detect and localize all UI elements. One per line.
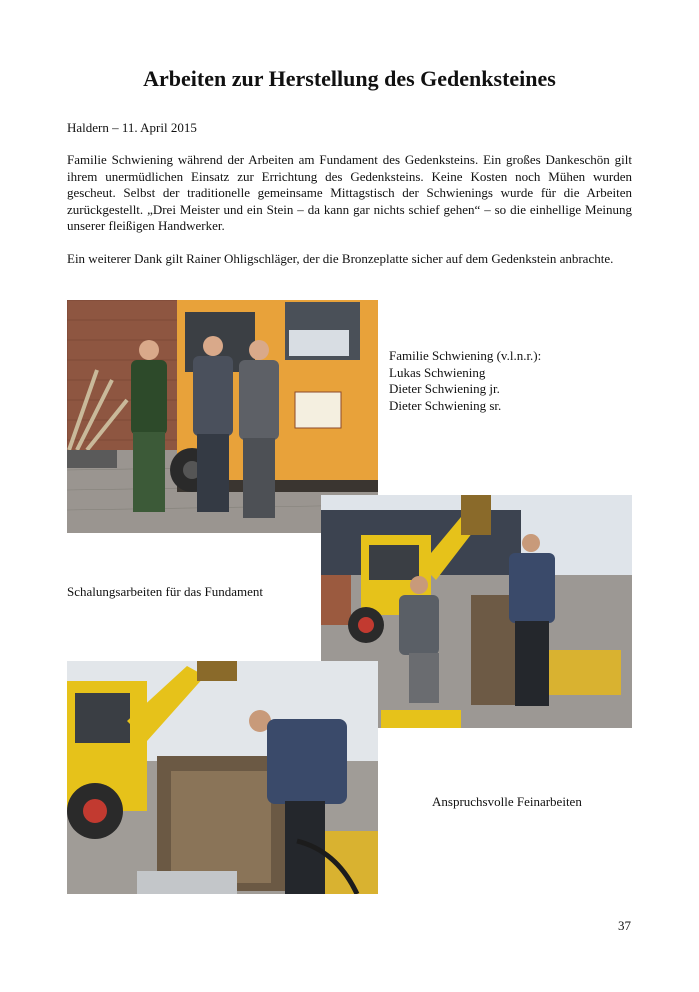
paragraph-bronze-plate-thanks: Ein weiterer Dank gilt Rainer Ohligschläger, der die Bronzeplatte sicher auf dem Gedenkstein anbrachte. xyxy=(67,251,614,266)
caption-family-heading: Familie Schwiening (v.l.n.r.): xyxy=(389,348,542,363)
caption-family-name: Lukas Schwiening xyxy=(389,364,486,380)
caption-formwork: Schalungsarbeiten für das Fundament xyxy=(67,584,264,599)
caption-family-name: Dieter Schwiening jr. xyxy=(389,381,500,396)
paragraph-family-thanks: Familie Schwiening während der Arbeiten am Fundament des Gedenksteins. Ein großes Dankeschön gilt ihrem unermüdlichen Einsatz zur Errichtung des Gedenksteins. Keine Kosten noch Mühen wurden gescheut. Selbst der traditionelle gemeinsame Mittagstisch der Schwienings wurde für die Arbeiten zurückgestellt. „Drei Meister und ein Stein – da kann gar nichts schief gehen“ – so die einhellige Meinung unserer fleißigen Handwerker. xyxy=(67,152,632,233)
caption-family-name: Dieter Schwiening sr. xyxy=(389,397,502,413)
photo-fine-work xyxy=(67,661,378,894)
caption-fine-work: Anspruchsvolle Feinarbeiten xyxy=(432,794,582,809)
page-title: Arbeiten zur Herstellung des Gedenksteines xyxy=(143,66,556,91)
page-number: 37 xyxy=(618,918,631,933)
caption-family xyxy=(389,348,541,414)
dateline: Haldern – 11. April 2015 xyxy=(67,120,197,135)
